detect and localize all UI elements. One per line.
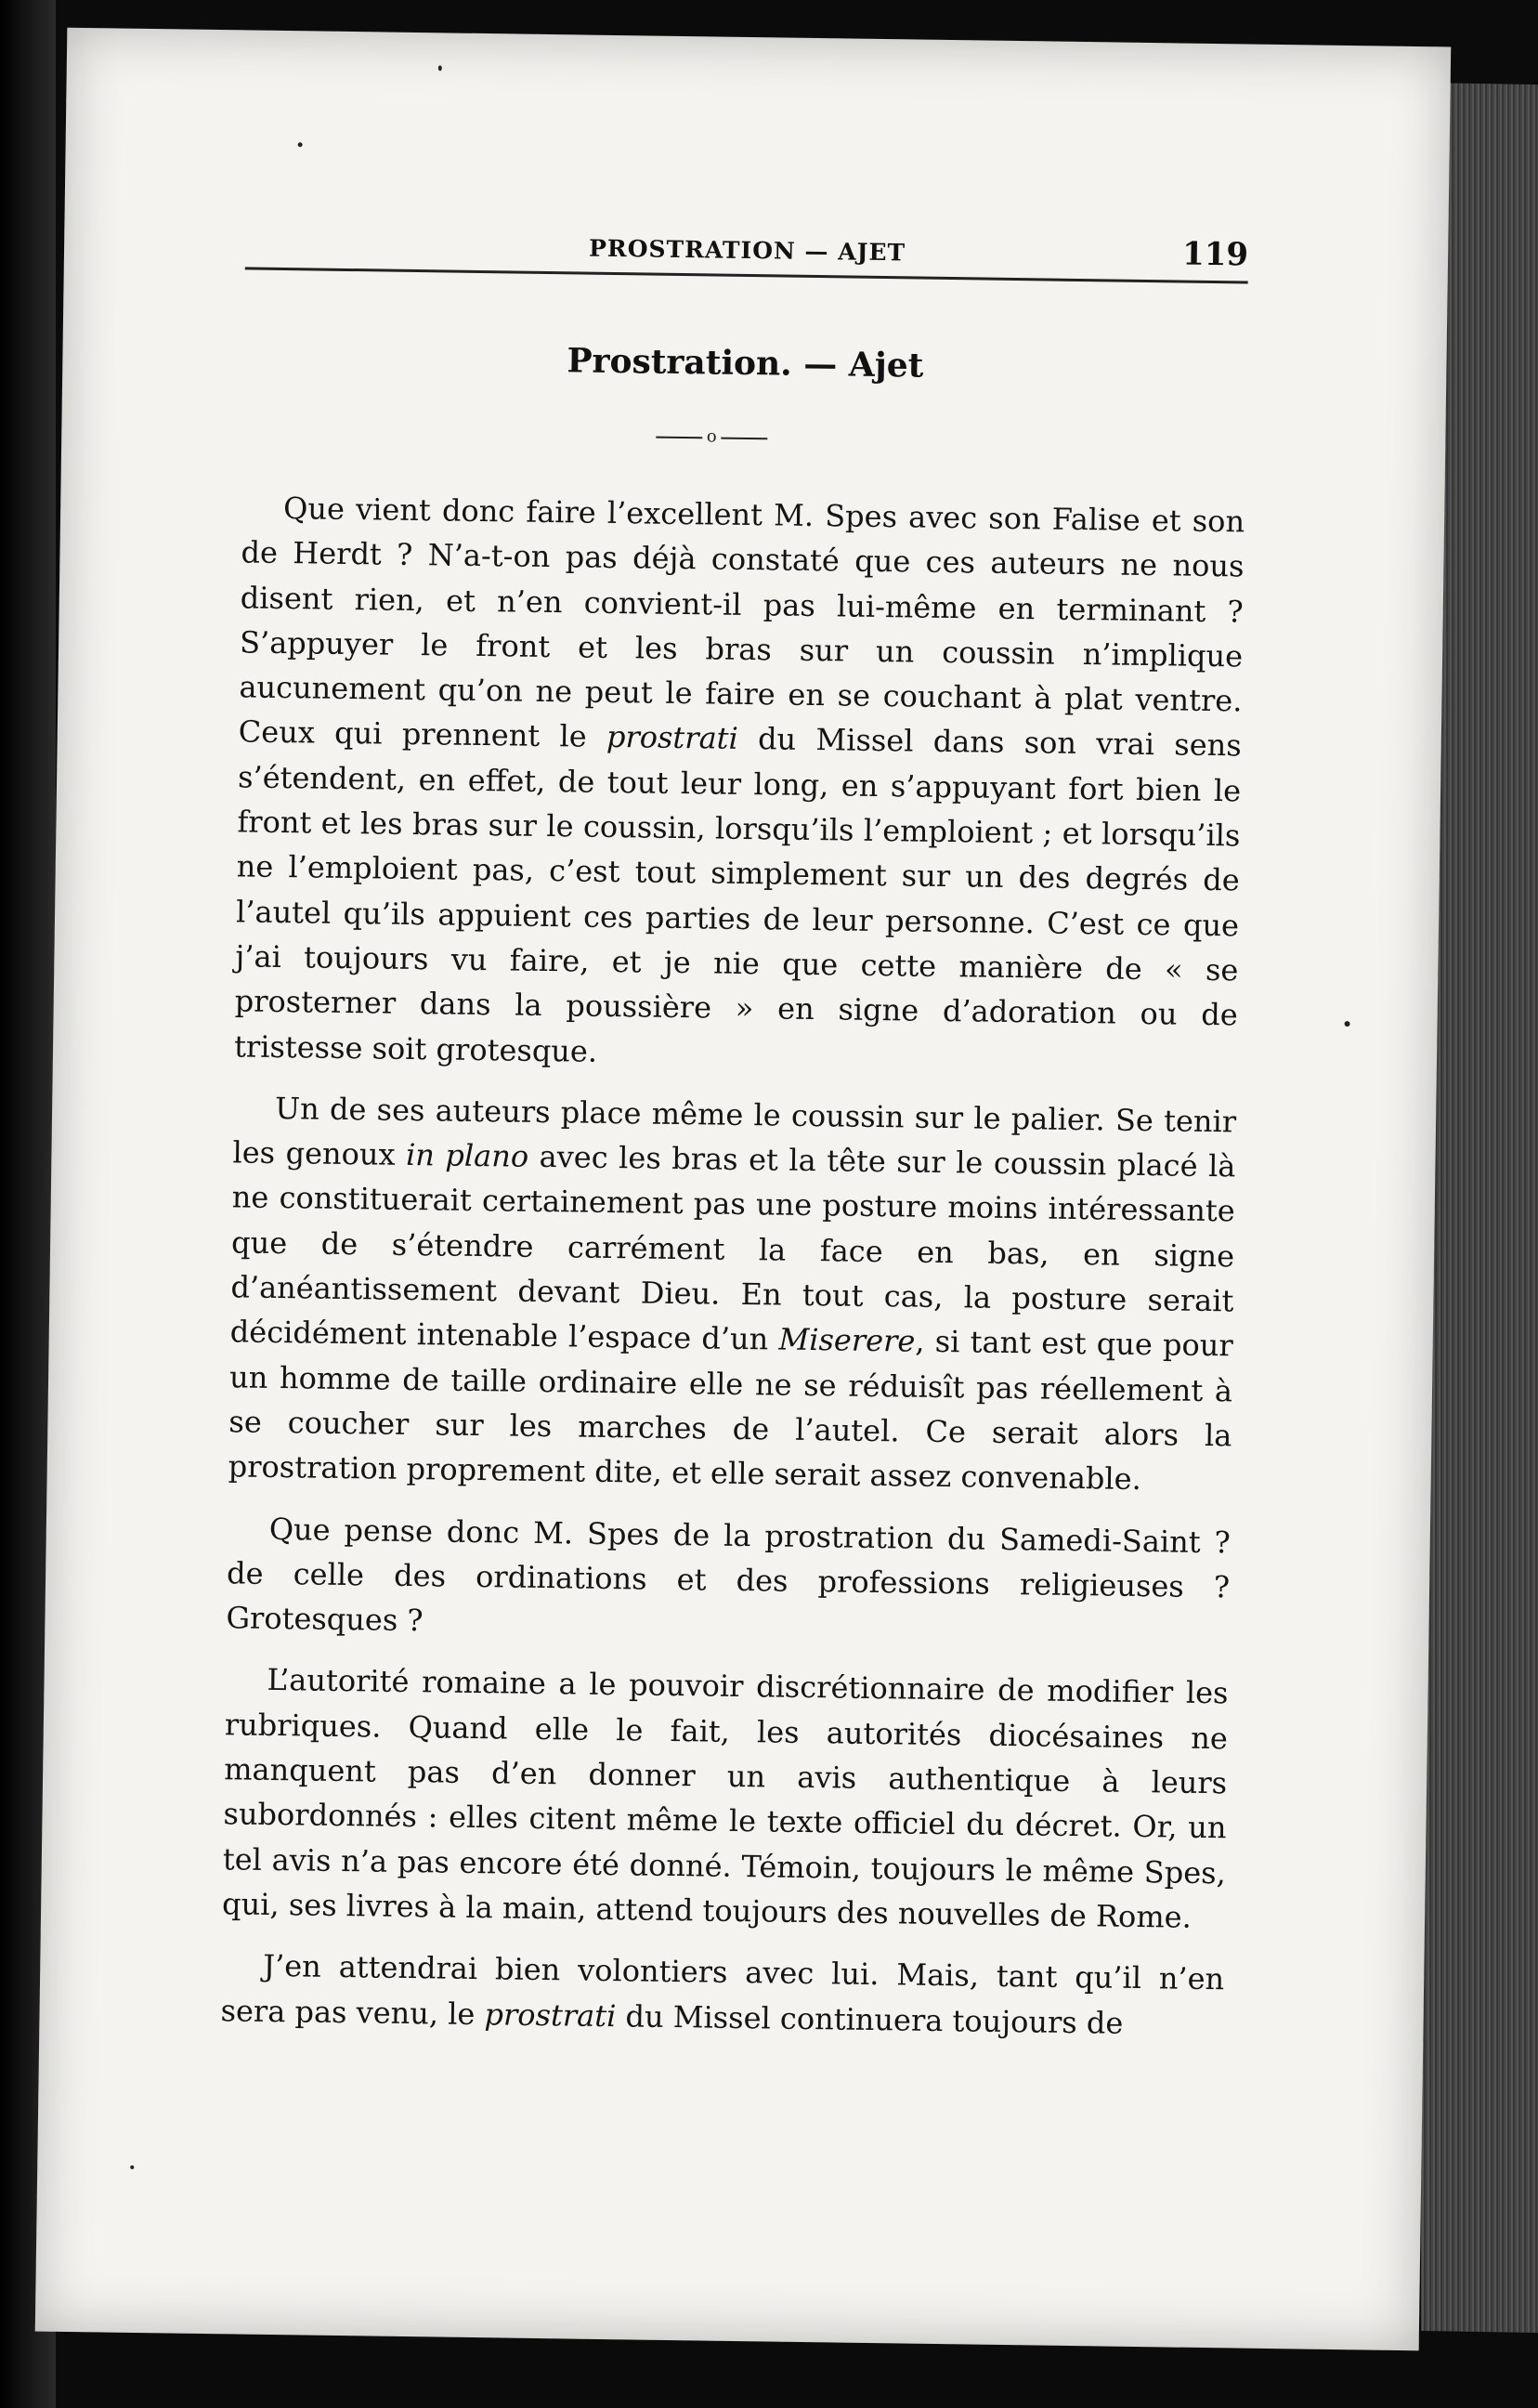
- text-run: avec les bras et la tête sur le coussin placé là ne constituerait certainement pas une posture moins intéressante que de s’étendre carrément la face en bas, en signe d’anéantissement devant Dieu. En tout cas, la posture serait décidément intenable l’espace d’un: [229, 1138, 1236, 1357]
- running-head-title: PROSTRATION — AJET: [588, 234, 906, 267]
- text-run: du Missel continuera toujours de: [616, 1997, 1124, 2041]
- text-run: Un de ses auteurs place même le coussin sur le palier. Se tenir les genoux: [232, 1090, 1237, 1173]
- text-run: L’autorité romaine a le pouvoir discrétionnaire de modifier les rubriques. Quand elle le fait, les autorités diocésaines ne manquent pas d’en donner un avis authentique à leurs subordonnés : elles citent même le texte officiel du décret. Or, un tel avis n’a pas encore été donné. Témoin, toujours le même Spes, qui, ses livres à la main, attend toujours des nouvelles de Rome.: [221, 1662, 1229, 1935]
- running-head: [245, 229, 1249, 299]
- ink-speck: [1345, 1021, 1350, 1027]
- section-heading: Prostration. — Ajet: [567, 341, 924, 386]
- paragraph: [228, 1085, 1236, 1503]
- text-run: J’en attendrai bien volontiers avec lui. Mais, tant qu’il n’en sera pas venu, le: [220, 1948, 1225, 2032]
- page-number: 119: [1181, 235, 1249, 274]
- italic-text: Miserere: [778, 1321, 916, 1359]
- ornament-line-left: [656, 437, 702, 439]
- text-run: Que pense donc M. Spes de la prostration du Samedi-Saint ? de celle des ordinations et des professions religieuses ? Grotesques ?: [226, 1511, 1232, 1639]
- text-run: Que vient donc faire l’excellent M. Spes avec son Falise et son de Herdt ? N’a-t-on pas déjà constaté que ces auteurs ne nous disent rien, et n’en convient-il pas lui-même en terminant ? S’appuyer le front et les bras sur un coussin n’implique aucunement qu’on ne peut le faire en se couchant à plat ventre. Ceux qui prennent le: [238, 491, 1245, 755]
- heading-ornament: [656, 428, 767, 449]
- paragraph: [222, 1657, 1229, 1941]
- text-run: du Missel dans son vrai sens s’étendent, en effet, de tout leur long, en s’appuyant fort bien le front et les bras sur le coussin, lorsqu’ils l’emploient ; et lorsqu’ils ne l’emploient pas, c’est tout simplement sur un des degrés de l’autel qu’ils appuient ces parties de leur personne. C’est ce que j’ai toujours vu faire, et je nie que cette manière de « se prosterner dans la poussière » en signe d’adoration ou de tristesse soit grotesque.: [233, 721, 1242, 1069]
- paragraph: [220, 1943, 1224, 2047]
- book-page: [35, 28, 1451, 2351]
- italic-text: prostrati: [606, 719, 739, 757]
- paragraph: [234, 485, 1245, 1082]
- ink-speck: [130, 2166, 134, 2169]
- ink-speck: [438, 65, 442, 71]
- paragraph: [226, 1506, 1231, 1655]
- ink-speck: [298, 142, 303, 147]
- text-run: , si tant est que pour un homme de taille ordinaire elle ne se réduisît pas réellement à se coucher sur les marches de l’autel. Ce serait alors la prostration proprement dite, et elle serait assez convenable.: [228, 1323, 1233, 1498]
- italic-text: in plano: [405, 1137, 529, 1174]
- ornament-circle: o: [706, 426, 717, 447]
- italic-text: prostrati: [484, 1996, 617, 2034]
- ornament-line-right: [721, 438, 767, 440]
- body-text: [220, 485, 1245, 2063]
